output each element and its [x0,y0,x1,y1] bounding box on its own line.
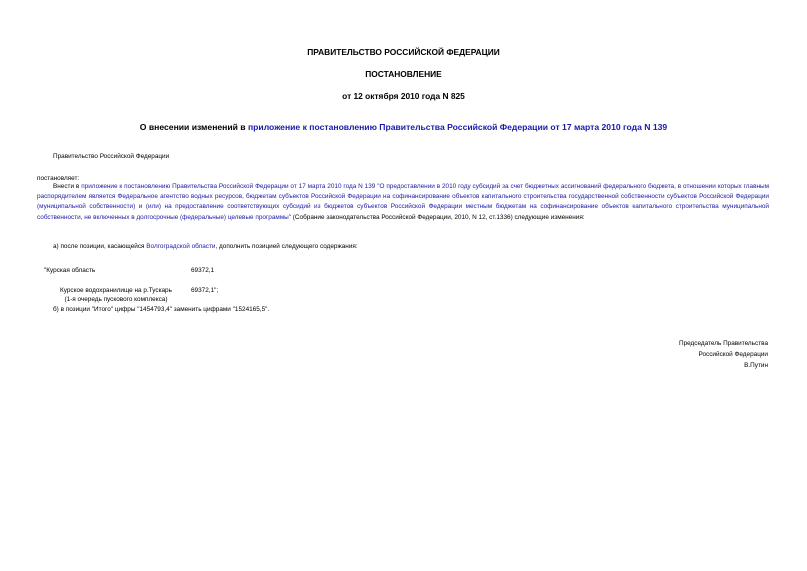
document-type: ПОСТАНОВЛЕНИЕ [365,69,442,79]
item-a [53,242,358,252]
government-title: ПРАВИТЕЛЬСТВО РОССИЙСКОЙ ФЕДЕРАЦИИ [307,47,500,57]
intro-link[interactable]: приложение к постановлению Правительства Российской Федерации от 17 марта 2010 года N 139 "О предоставлении в 2010 году субсидий за счет бюджетных ассигнований федерального бюджета, в отношении которых главным распорядителем является Федеральное агентство водных ресурсов, бюджетам субъектов Российской Федерации на софинансирование объектов капитального строительства государственной собственности субъектов Российской Федерации (муниципальной собственности) и (или) на предоставление соответствующих субсидий из бюджетов субъектов Российской Федерации местным бюджетам на софинансирование объектов капитального строительства муниципальной собственности, не включенных в долгосрочные (федеральные) целевые программы" [37,183,770,221]
signature-line-3: В.Путин [744,362,768,369]
government-line: Правительство Российской Федерации [53,153,170,160]
table-row-2-name [60,286,172,304]
decrees-line: постановляет: [37,175,80,182]
subject-link[interactable]: приложение к постановлению Правительства Российской Федерации от 17 марта 2010 года N 139 [247,122,668,132]
signature-line-2: Российской Федерации [698,351,768,358]
table-row-2-name-line2: (1-я очередь пускового комплекса) [64,296,168,303]
item-a-suffix: , дополнить позицией следующего содержания: [215,243,358,250]
table-row-1-name: "Курская область [44,267,96,274]
document-subject [0,122,807,132]
table-row-1-value: 69372,1 [191,267,215,274]
table-row-2-name-line1: Курское водохранилище на р.Тускарь [60,287,172,294]
document-date-number: от 12 октября 2010 года N 825 [342,91,465,101]
intro-suffix: (Собрание законодательства Российской Федерации, 2010, N 12, ст.1336) следующие изменения: [291,213,585,221]
item-b: б) в позиции "Итого" цифры "1454793,4" заменить цифрами "1524165,5". [53,306,270,313]
signature-line-1: Председатель Правительства [679,340,768,347]
item-a-link[interactable]: Волгоградской области [146,243,216,250]
signature-block [679,338,768,371]
table-row-2-value: 69372,1"; [191,287,219,294]
subject-prefix: О внесении изменений в [139,122,248,132]
intro-paragraph [37,182,769,223]
item-a-prefix: а) после позиции, касающейся [53,243,147,250]
intro-prefix: Внести в [53,183,82,190]
